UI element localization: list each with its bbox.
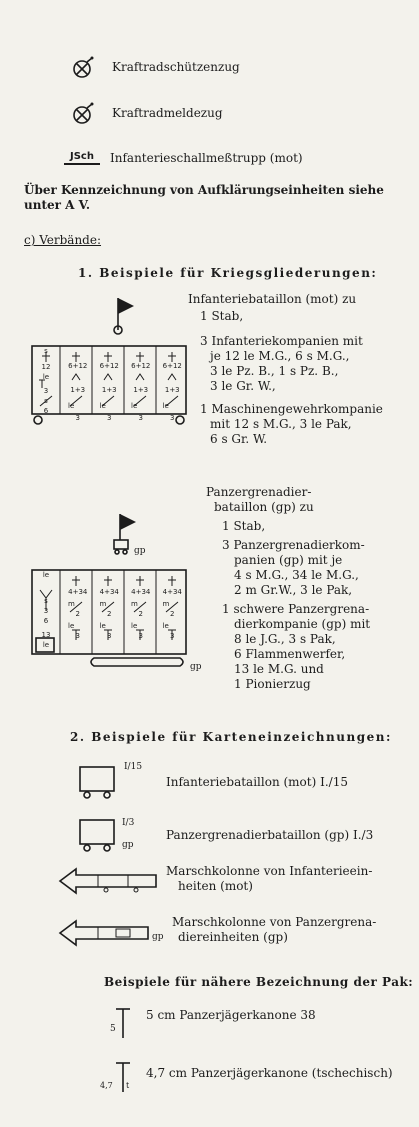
bn2-line-8: dierkompanie (gp) mit [234,617,371,631]
diag2-c1-1: m [68,600,75,608]
diag1-c4-2: le [162,402,169,410]
bn1-line-1: 1 Stab, [200,309,244,323]
diag2-col0-3: 6 [43,617,49,625]
sound-ranging-abbr: JSch [70,151,94,162]
pak2-label: 4,7 cm Panzerjägerkanone (tschechisch) [146,1066,393,1080]
symbol-label-3: Infanterieschallmeßtrupp (mot) [110,151,303,165]
map4-sub: gp [152,932,164,942]
diag2-c2-4: 3 [107,632,112,640]
diag1-c3-1: 1+3 [133,386,149,394]
diag1-c4-3: 3 [170,414,175,422]
frame-gp-label: gp [190,662,202,672]
diag1-col0-3: 3 [43,387,49,395]
pak1-label: 5 cm Panzerjägerkanone 38 [146,1008,316,1022]
subheading-2: 2. Beispiele für Karteneinzeichnungen: [70,730,392,744]
diag2-col0-5: le [42,641,50,649]
diag2-c3-0: 4+34 [131,588,151,596]
diag1-c1-0: 6+12 [68,362,88,370]
diag2-c4-0: 4+34 [162,588,182,596]
bn2-line-0: Panzergrenadier- [206,485,312,499]
diag1-c3-3: 3 [138,414,143,422]
bn2-line-5: 4 s M.G., 34 le M.G., [234,568,359,582]
diag2-c3-3: le [131,622,138,630]
diag1-c3-2: le [131,402,138,410]
diag2-c3-2: 2 [138,610,143,618]
diag2-col0-2: 3 [43,607,49,615]
symbol-label-1: Kraftradschützenzug [112,60,240,74]
diag2-c1-2: 2 [75,610,80,618]
halftrack-hq-icon [112,538,132,556]
diag2-c2-1: m [99,600,107,608]
diag2-c1-4: 3 [75,632,80,640]
diag2-c2-3: le [99,622,106,630]
diag2-col0-4: 13 [41,631,51,639]
map4-line-1: diereinheiten (gp) [178,930,288,944]
bn2-line-4: panien (gp) mit je [234,553,343,567]
hq-gp-label: gp [134,546,146,556]
diag2-c4-3: le [162,622,169,630]
motorcycle-rifle-platoon-icon [70,55,96,81]
bn2-line-12: 1 Pionierzug [234,677,311,691]
map1-label: Infanteriebataillon (mot) I./15 [166,775,348,789]
motorcycle-messenger-platoon-icon [70,101,96,127]
map1-sup: I/15 [124,762,143,772]
pak2-mark2: t [126,1081,130,1090]
intro-note-line-1: Über Kennzeichnung von Aufklärungseinheiten siehe [24,183,384,197]
bn1-line-2: 3 Infanteriekompanien mit [200,334,363,348]
bn1-line-6: 1 Maschinengewehrkompanie [200,402,383,416]
bn1-line-3: je 12 le M.G., 6 s M.G., [210,349,350,363]
march-column-gp-arrow-icon [58,918,152,948]
diag2-c4-1: m [162,600,170,608]
subheading-1: 1. Beispiele für Kriegsgliederungen: [78,266,378,280]
bn2-line-7: 1 schwere Panzergrena- [222,602,370,616]
march-column-arrow-icon [58,866,160,896]
diag1-c4-0: 6+12 [162,362,182,370]
bn1-line-0: Infanteriebataillon (mot) zu [188,292,357,306]
battalion-flag-icon [108,296,138,336]
bn2-line-9: 8 le J.G., 3 s Pak, [234,632,336,646]
antitank-gun-icon [114,1060,134,1094]
diag2-c3-4: 3 [138,632,143,640]
diag1-c1-2: le [68,402,75,410]
bn2-line-6: 2 m Gr.W., 3 le Pak, [234,583,353,597]
diag1-col0-1: 12 [41,363,51,371]
antitank-gun-icon [114,1006,134,1040]
bn2-line-3: 3 Panzergrenadierkom- [222,538,365,552]
map2-label: Panzergrenadierbataillon (gp) I./3 [166,828,374,842]
map2-sub: gp [122,840,134,850]
symbol-label-2: Kraftradmeldezug [112,106,223,120]
bn1-line-4: 3 le Pz. B., 1 s Pz. B., [210,364,339,378]
diag1-c2-0: 6+12 [99,362,119,370]
pak2-mark: 4,7 [100,1081,113,1090]
map3-line-0: Marschkolonne von Infanterieein- [166,864,373,878]
diag1-c1-1: 1+3 [70,386,86,394]
bn1-line-7: mit 12 s M.G., 3 le Pak, [210,417,352,431]
diag1-col0-0: s [44,347,48,355]
diag1-c1-3: 3 [75,414,80,422]
map3-line-1: heiten (mot) [178,879,253,893]
pak-heading: Beispiele für nähere Bezeichnung der Pak: [104,975,414,989]
diag1-col0-5: 6 [43,407,49,415]
bn2-line-11: 13 le M.G. und [234,662,324,676]
bn1-line-8: 6 s Gr. W. [210,432,268,446]
diag2-c4-2: 2 [170,610,175,618]
diag2-c2-2: 2 [107,610,112,618]
infantry-battalion-diagram [30,296,190,426]
diag1-c3-0: 6+12 [131,362,151,370]
diag1-col0-2: le [42,373,50,381]
diag2-c4-4: 3 [170,632,175,640]
bn2-line-2: 1 Stab, [222,519,266,533]
bn2-line-1: bataillon (gp) zu [214,500,314,514]
map4-line-0: Marschkolonne von Panzergrena- [172,915,377,929]
section-heading-c: c) Verbände: [24,233,102,247]
bn2-line-10: 6 Flammenwerfer, [234,647,346,661]
diag1-c2-2: le [99,402,106,410]
sound-ranging-icon [64,151,100,165]
pak1-mark: 5 [110,1024,116,1034]
diag1-c2-3: 3 [107,414,112,422]
halftrack-unit-icon [78,818,118,852]
diag1-c4-1: 1+3 [164,386,180,394]
diag2-col0-1: s [44,597,48,605]
diag1-c2-1: 1+3 [101,386,117,394]
map2-sup: I/3 [122,818,135,828]
diag2-c3-1: m [131,600,138,608]
bn1-line-5: 3 le Gr. W., [210,379,276,393]
diag2-c2-0: 4+34 [99,588,119,596]
diag2-c1-3: le [68,622,75,630]
unit-box-icon [78,765,118,799]
diag2-c1-0: 4+34 [68,588,88,596]
diag1-col0-4: s [44,397,48,405]
diag2-col0-0: le [42,571,50,579]
panzergrenadier-battalion-diagram [30,512,210,672]
intro-note-line-2: unter A V. [24,198,91,212]
